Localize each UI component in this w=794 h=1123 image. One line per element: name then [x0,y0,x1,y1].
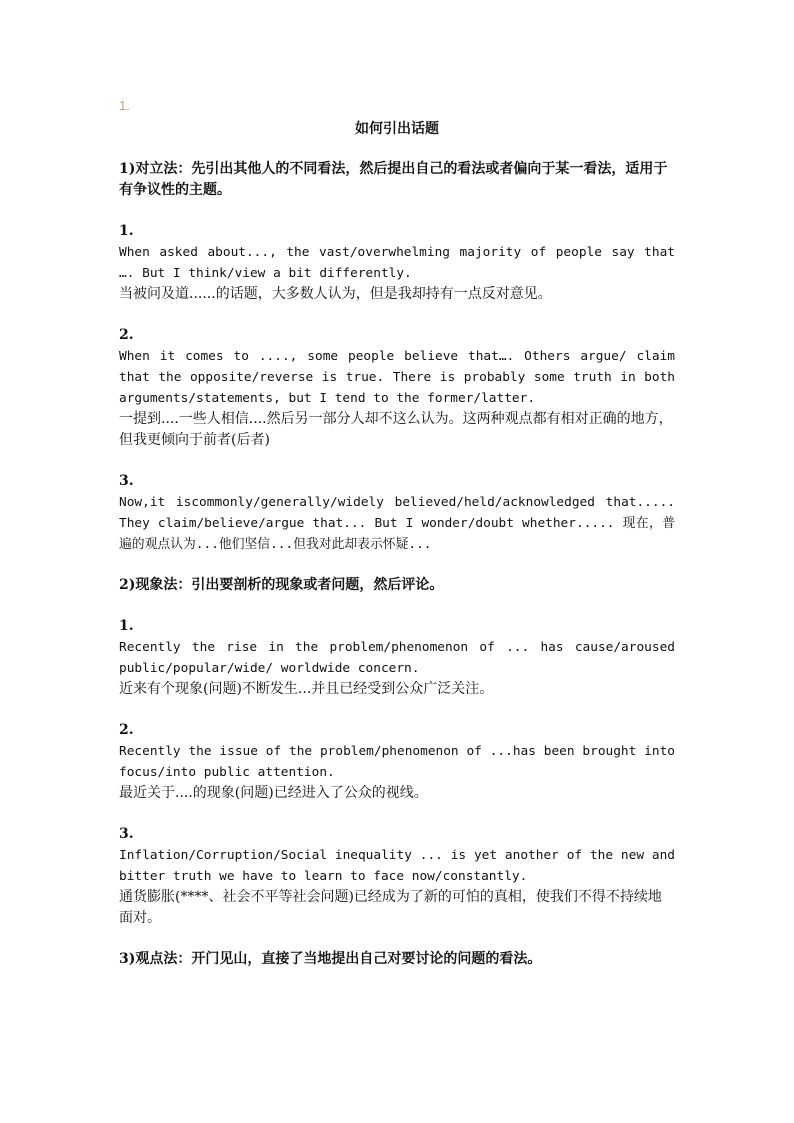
section-heading: 3)观点法：开门见山，直接了当地提出自己对要讨论的问题的看法。 [119,951,542,967]
document-body [119,159,675,970]
english-phrase: Inflation/Corruption/Social inequality ... is yet another of the new and bitter truth we have to learn to face now/constantly. [119,848,675,884]
chinese-translation: 一提到....一些人相信....然后另一部分人却不这么认为。这两种观点都有相对正确的地方，但我更倾向于前者(后者) [119,411,673,448]
page-number: 1. [119,98,130,113]
chinese-translation: 最近关于....的现象(问题)已经进入了公众的视线。 [119,785,428,801]
item-number: 1. [119,223,134,239]
english-phrase: When it comes to ...., some people believe that…. Others argue/ claim that the opposite/reverse is true. There is probably some truth in both arguments/statements, but I tend to the former/latter. [119,349,675,406]
page-title: 如何引出话题 [355,121,439,137]
english-phrase: When asked about..., the vast/overwhelming majority of people say that …. But I think/view a bit differently. [119,245,675,281]
item-number: 2. [119,327,134,343]
item-number: 3. [119,826,134,842]
chinese-translation: 近来有个现象(问题)不断发生...并且已经受到公众广泛关注。 [119,681,494,697]
english-phrase: Now,it iscommonly/generally/widely believed/held/acknowledged that..... They claim/believe/argue that... But I wonder/doubt whether..... 现在，普遍的观点认为...他们坚信...但我对此却表示怀疑... [119,495,675,552]
item-number: 3. [119,473,134,489]
chinese-translation: 通货膨胀(****、社会不平等社会问题)已经成为了新的可怕的真相，使我们不得不持续地面对。 [119,889,662,926]
item-number: 2. [119,722,134,738]
english-phrase: Recently the rise in the problem/phenomenon of ... has cause/aroused public/popular/wide/ worldwide concern. [119,640,675,676]
section-heading: 1)对立法：先引出其他人的不同看法，然后提出自己的看法或者偏向于某一看法，适用于有争议性的主题。 [119,161,668,198]
english-phrase: Recently the issue of the problem/phenomenon of ...has been brought into focus/into public attention. [119,744,675,780]
chinese-translation: 当被问及道......的话题，大多数人认为，但是我却持有一点反对意见。 [119,286,552,302]
section-heading: 2)现象法：引出要剖析的现象或者问题，然后评论。 [119,577,444,593]
item-number: 1. [119,618,134,634]
